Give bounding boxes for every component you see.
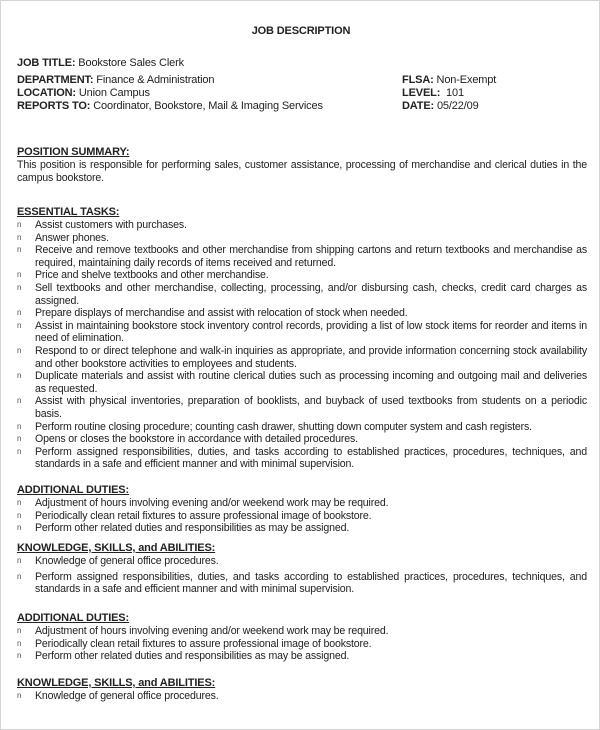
list-item: n Adjustment of hours involving evening and/or weekend work may be required.: [17, 625, 389, 637]
list-item: n Duplicate materials and assist with routine clerical duties such as processing incoming and outgoing mail and deliveries as requested.: [17, 370, 587, 395]
department-row: [17, 74, 214, 86]
reports-to-label: REPORTS TO:: [17, 100, 91, 112]
bullet-icon: n: [17, 220, 22, 229]
reports-to-value: Coordinator, Bookstore, Mail & Imaging Services: [90, 100, 323, 112]
bullet-icon: n: [17, 282, 22, 292]
list-item: n Prepare displays of merchandise and assist with relocation of stock when needed.: [17, 307, 408, 320]
list-item: n Perform other related duties and responsibilities as may be assigned.: [17, 650, 350, 663]
additional-duties-list: [17, 497, 587, 535]
list-item: n Assist with physical inventories, preparation of booklists, and buyback of used textbooks from students on a periodic basis.: [17, 395, 587, 420]
department-value: Finance & Administration: [93, 74, 215, 86]
list-item: n Perform assigned responsibilities, duties, and tasks according to established practices, procedures, techniques, and standards in a safe and efficient manner and with minimal supervision.: [17, 445, 587, 471]
essential-tasks-section: [17, 206, 587, 471]
list-item: n Receive and remove textbooks and other merchandise from shipping cartons and return textbooks and merchandise as required, maintaining daily records of items received and returned.: [17, 244, 587, 269]
list-item: n Sell textbooks and other merchandise, collecting, processing, and/or disbursing cash, checks, credit card charges as assigned.: [17, 281, 587, 307]
position-summary-heading: POSITION SUMMARY:: [17, 146, 130, 158]
job-title-value: Bookstore Sales Clerk: [75, 57, 184, 69]
list-item: n Assist in maintaining bookstore stock inventory control records, providing a list of low stock items for reorder and items in need of elimination.: [17, 319, 587, 345]
additional-duties-heading: ADDITIONAL DUTIES:: [17, 484, 129, 496]
position-summary-text: This position is responsible for performing sales, customer assistance, processing of merchandise and clerical duties in the campus bookstore.: [17, 159, 587, 184]
list-item: n Knowledge of general office procedures.: [17, 555, 219, 567]
bullet-icon: n: [17, 270, 22, 280]
list-item: n Knowledge of general office procedures.: [17, 690, 219, 702]
bullet-icon: n: [17, 232, 22, 242]
list-item: n Perform assigned responsibilities, duties, and tasks according to established practices, procedures, techniques, and standards in a safe and efficient manner and with minimal supervision.: [17, 570, 587, 596]
bullet-icon: n: [17, 651, 22, 661]
list-item: n Respond to or direct telephone and walk-in inquiries as appropriate, and provide information concerning stock availability and other bookstore activities to employees and students.: [17, 344, 587, 370]
list-item: n Perform other related duties and responsibilities as may be assigned.: [17, 522, 350, 535]
flsa-value: Non-Exempt: [433, 74, 497, 86]
list-item: n Perform routine closing procedure; counting cash drawer, shutting down computer system and cash registers.: [17, 420, 532, 433]
ksa-section: [17, 542, 587, 596]
ksa-heading-2: KNOWLEDGE, SKILLS, and ABILITIES:: [17, 677, 216, 689]
ksa-section-2: [17, 677, 587, 703]
ksa-heading: KNOWLEDGE, SKILLS, and ABILITIES:: [17, 542, 216, 554]
bullet-icon: n: [17, 434, 22, 444]
bullet-icon: n: [17, 345, 22, 355]
list-item: n Answer phones.: [17, 231, 109, 244]
bullet-icon: n: [17, 421, 22, 431]
location-value: Union Campus: [75, 87, 150, 99]
bullet-icon: n: [17, 371, 22, 381]
additional-duties-heading-2: ADDITIONAL DUTIES:: [17, 612, 129, 624]
bullet-icon: n: [17, 396, 22, 406]
department-label: DEPARTMENT:: [17, 74, 94, 86]
date-row: [402, 100, 479, 112]
level-label: LEVEL:: [402, 87, 441, 99]
bullet-icon: n: [17, 691, 22, 700]
bullet-icon: n: [17, 626, 22, 635]
level-value: 101: [440, 87, 464, 99]
bullet-icon: n: [17, 556, 22, 565]
flsa-label: FLSA:: [402, 74, 434, 86]
list-item: n Assist customers with purchases.: [17, 219, 187, 231]
level-row: [402, 87, 464, 99]
bullet-icon: n: [17, 446, 22, 456]
bullet-icon: n: [17, 320, 22, 330]
bullet-icon: n: [17, 498, 22, 507]
list-item: n Periodically clean retail fixtures to assure professional image of bookstore.: [17, 509, 372, 522]
bullet-icon: n: [17, 308, 22, 318]
essential-tasks-list: [17, 219, 587, 471]
additional-duties-list-2: [17, 625, 587, 663]
bullet-icon: n: [17, 638, 22, 648]
location-label: LOCATION:: [17, 87, 76, 99]
bullet-icon: n: [17, 245, 22, 255]
additional-duties-section-2: [17, 612, 587, 663]
list-item: n Opens or closes the bookstore in accordance with detailed procedures.: [17, 433, 358, 446]
flsa-row: [402, 74, 496, 86]
bullet-icon: n: [17, 571, 22, 581]
list-item: n Adjustment of hours involving evening and/or weekend work may be required.: [17, 497, 389, 509]
essential-tasks-heading: ESSENTIAL TASKS:: [17, 206, 120, 218]
position-summary-section: [17, 146, 587, 185]
job-title-label: JOB TITLE:: [17, 57, 76, 69]
list-item: n Price and shelve textbooks and other merchandise.: [17, 269, 269, 282]
location-row: [17, 87, 150, 99]
job-title-row: [17, 57, 184, 69]
ksa-list: [17, 555, 587, 596]
date-label: DATE:: [402, 100, 435, 112]
ksa-list-2: [17, 690, 587, 703]
list-item: n Periodically clean retail fixtures to assure professional image of bookstore.: [17, 637, 372, 650]
bullet-icon: n: [17, 510, 22, 520]
date-value: 05/22/09: [434, 100, 479, 112]
additional-duties-section: [17, 484, 587, 535]
reports-to-row: [17, 100, 323, 112]
bullet-icon: n: [17, 523, 22, 533]
document-title: JOB DESCRIPTION: [251, 25, 351, 37]
